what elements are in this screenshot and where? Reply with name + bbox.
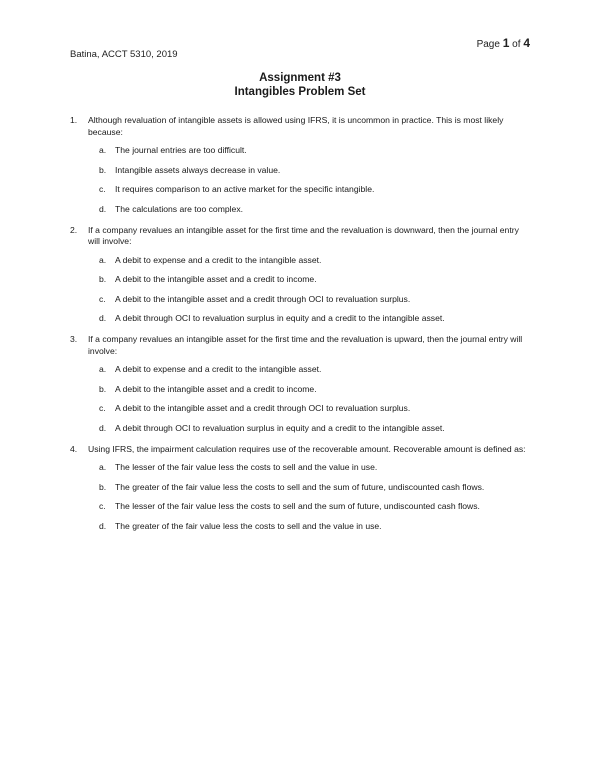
question-3 [70, 334, 530, 434]
question-2 [70, 225, 530, 325]
title-line-1: Assignment #3 [259, 72, 341, 84]
option-text: The greater of the fair value less the costs to sell and the value in use. [115, 520, 382, 531]
page-number [477, 36, 530, 50]
question-text: Although revaluation of intangible assets is allowed using IFRS, it is uncommon in practice. This is most likely because: [88, 115, 504, 137]
question-stem [70, 115, 530, 138]
page-total: 4 [523, 36, 530, 50]
option-text: Intangible assets always decrease in value. [115, 164, 281, 175]
question-4 [70, 444, 530, 532]
option-letter: a. [99, 462, 107, 472]
option-list [70, 255, 530, 325]
question-text: If a company revalues an intangible asset for the first time and the revaluation is upward, then the journal entry will involve: [88, 334, 523, 356]
option-list [70, 364, 530, 434]
course-line: Batina, ACCT 5310, 2019 [70, 49, 178, 60]
page-prefix: Page [476, 39, 503, 50]
option-letter: b. [99, 481, 107, 492]
page-of: of [509, 39, 524, 50]
option-letter: c. [99, 184, 106, 194]
option-b [70, 482, 530, 493]
option-text: A debit to the intangible asset and a credit to income. [115, 383, 317, 394]
document-title [0, 71, 600, 99]
option-b [70, 384, 530, 395]
question-number: 1. [70, 115, 78, 125]
option-letter: a. [99, 254, 107, 265]
option-a [70, 364, 530, 375]
page-current: 1 [502, 36, 510, 50]
option-letter: b. [99, 164, 107, 175]
question-number: 4. [70, 443, 78, 454]
option-d [70, 313, 530, 324]
option-text: A debit to the intangible asset and a credit to income. [115, 274, 317, 284]
question-list [70, 115, 530, 542]
option-a [70, 462, 530, 473]
option-text: A debit to the intangible asset and a credit through OCI to revaluation surplus. [115, 293, 411, 304]
option-letter: a. [99, 145, 107, 155]
option-letter: d. [99, 203, 107, 214]
question-1 [70, 115, 530, 215]
option-text: The calculations are too complex. [115, 203, 244, 214]
question-number: 3. [70, 334, 78, 344]
option-a [70, 145, 530, 156]
option-letter: c. [99, 403, 106, 413]
option-letter: c. [99, 501, 106, 511]
option-text: The lesser of the fair value less the costs to sell and the value in use. [115, 462, 378, 472]
option-text: The journal entries are too difficult. [115, 145, 247, 155]
option-c [70, 184, 530, 195]
option-d [70, 423, 530, 434]
option-text: A debit to expense and a credit to the intangible asset. [115, 254, 322, 265]
option-letter: d. [99, 520, 107, 531]
question-stem [70, 334, 530, 357]
option-text: A debit through OCI to revaluation surplus in equity and a credit to the intangible asset. [115, 313, 445, 323]
option-letter: b. [99, 274, 107, 284]
option-d [70, 521, 530, 532]
option-a [70, 255, 530, 266]
option-text: The greater of the fair value less the costs to sell and the sum of future, undiscounted cash flows. [115, 481, 485, 492]
question-text: Using IFRS, the impairment calculation requires use of the recoverable amount. Recoverable amount is defined as: [88, 443, 526, 454]
option-text: A debit through OCI to revaluation surplus in equity and a credit to the intangible asset. [115, 422, 445, 433]
option-c [70, 403, 530, 414]
question-stem [70, 225, 530, 248]
option-c [70, 501, 530, 512]
option-d [70, 204, 530, 215]
option-b [70, 165, 530, 176]
option-list [70, 145, 530, 215]
option-b [70, 274, 530, 285]
title-line-2: Intangibles Problem Set [234, 86, 366, 98]
option-c [70, 294, 530, 305]
option-text: It requires comparison to an active market for the specific intangible. [115, 184, 375, 194]
option-text: A debit to expense and a credit to the intangible asset. [115, 364, 322, 374]
option-list [70, 462, 530, 532]
option-text: The lesser of the fair value less the costs to sell and the sum of future, undiscounted cash flows. [115, 501, 480, 511]
option-letter: d. [99, 313, 107, 323]
question-text: If a company revalues an intangible asset for the first time and the revaluation is downward, then the journal entry will involve: [88, 224, 519, 246]
option-text: A debit to the intangible asset and a credit through OCI to revaluation surplus. [115, 403, 411, 413]
option-letter: a. [99, 364, 107, 374]
question-stem [70, 444, 530, 456]
option-letter: c. [99, 293, 106, 304]
question-number: 2. [70, 224, 78, 235]
option-letter: d. [99, 422, 107, 433]
option-letter: b. [99, 383, 107, 394]
